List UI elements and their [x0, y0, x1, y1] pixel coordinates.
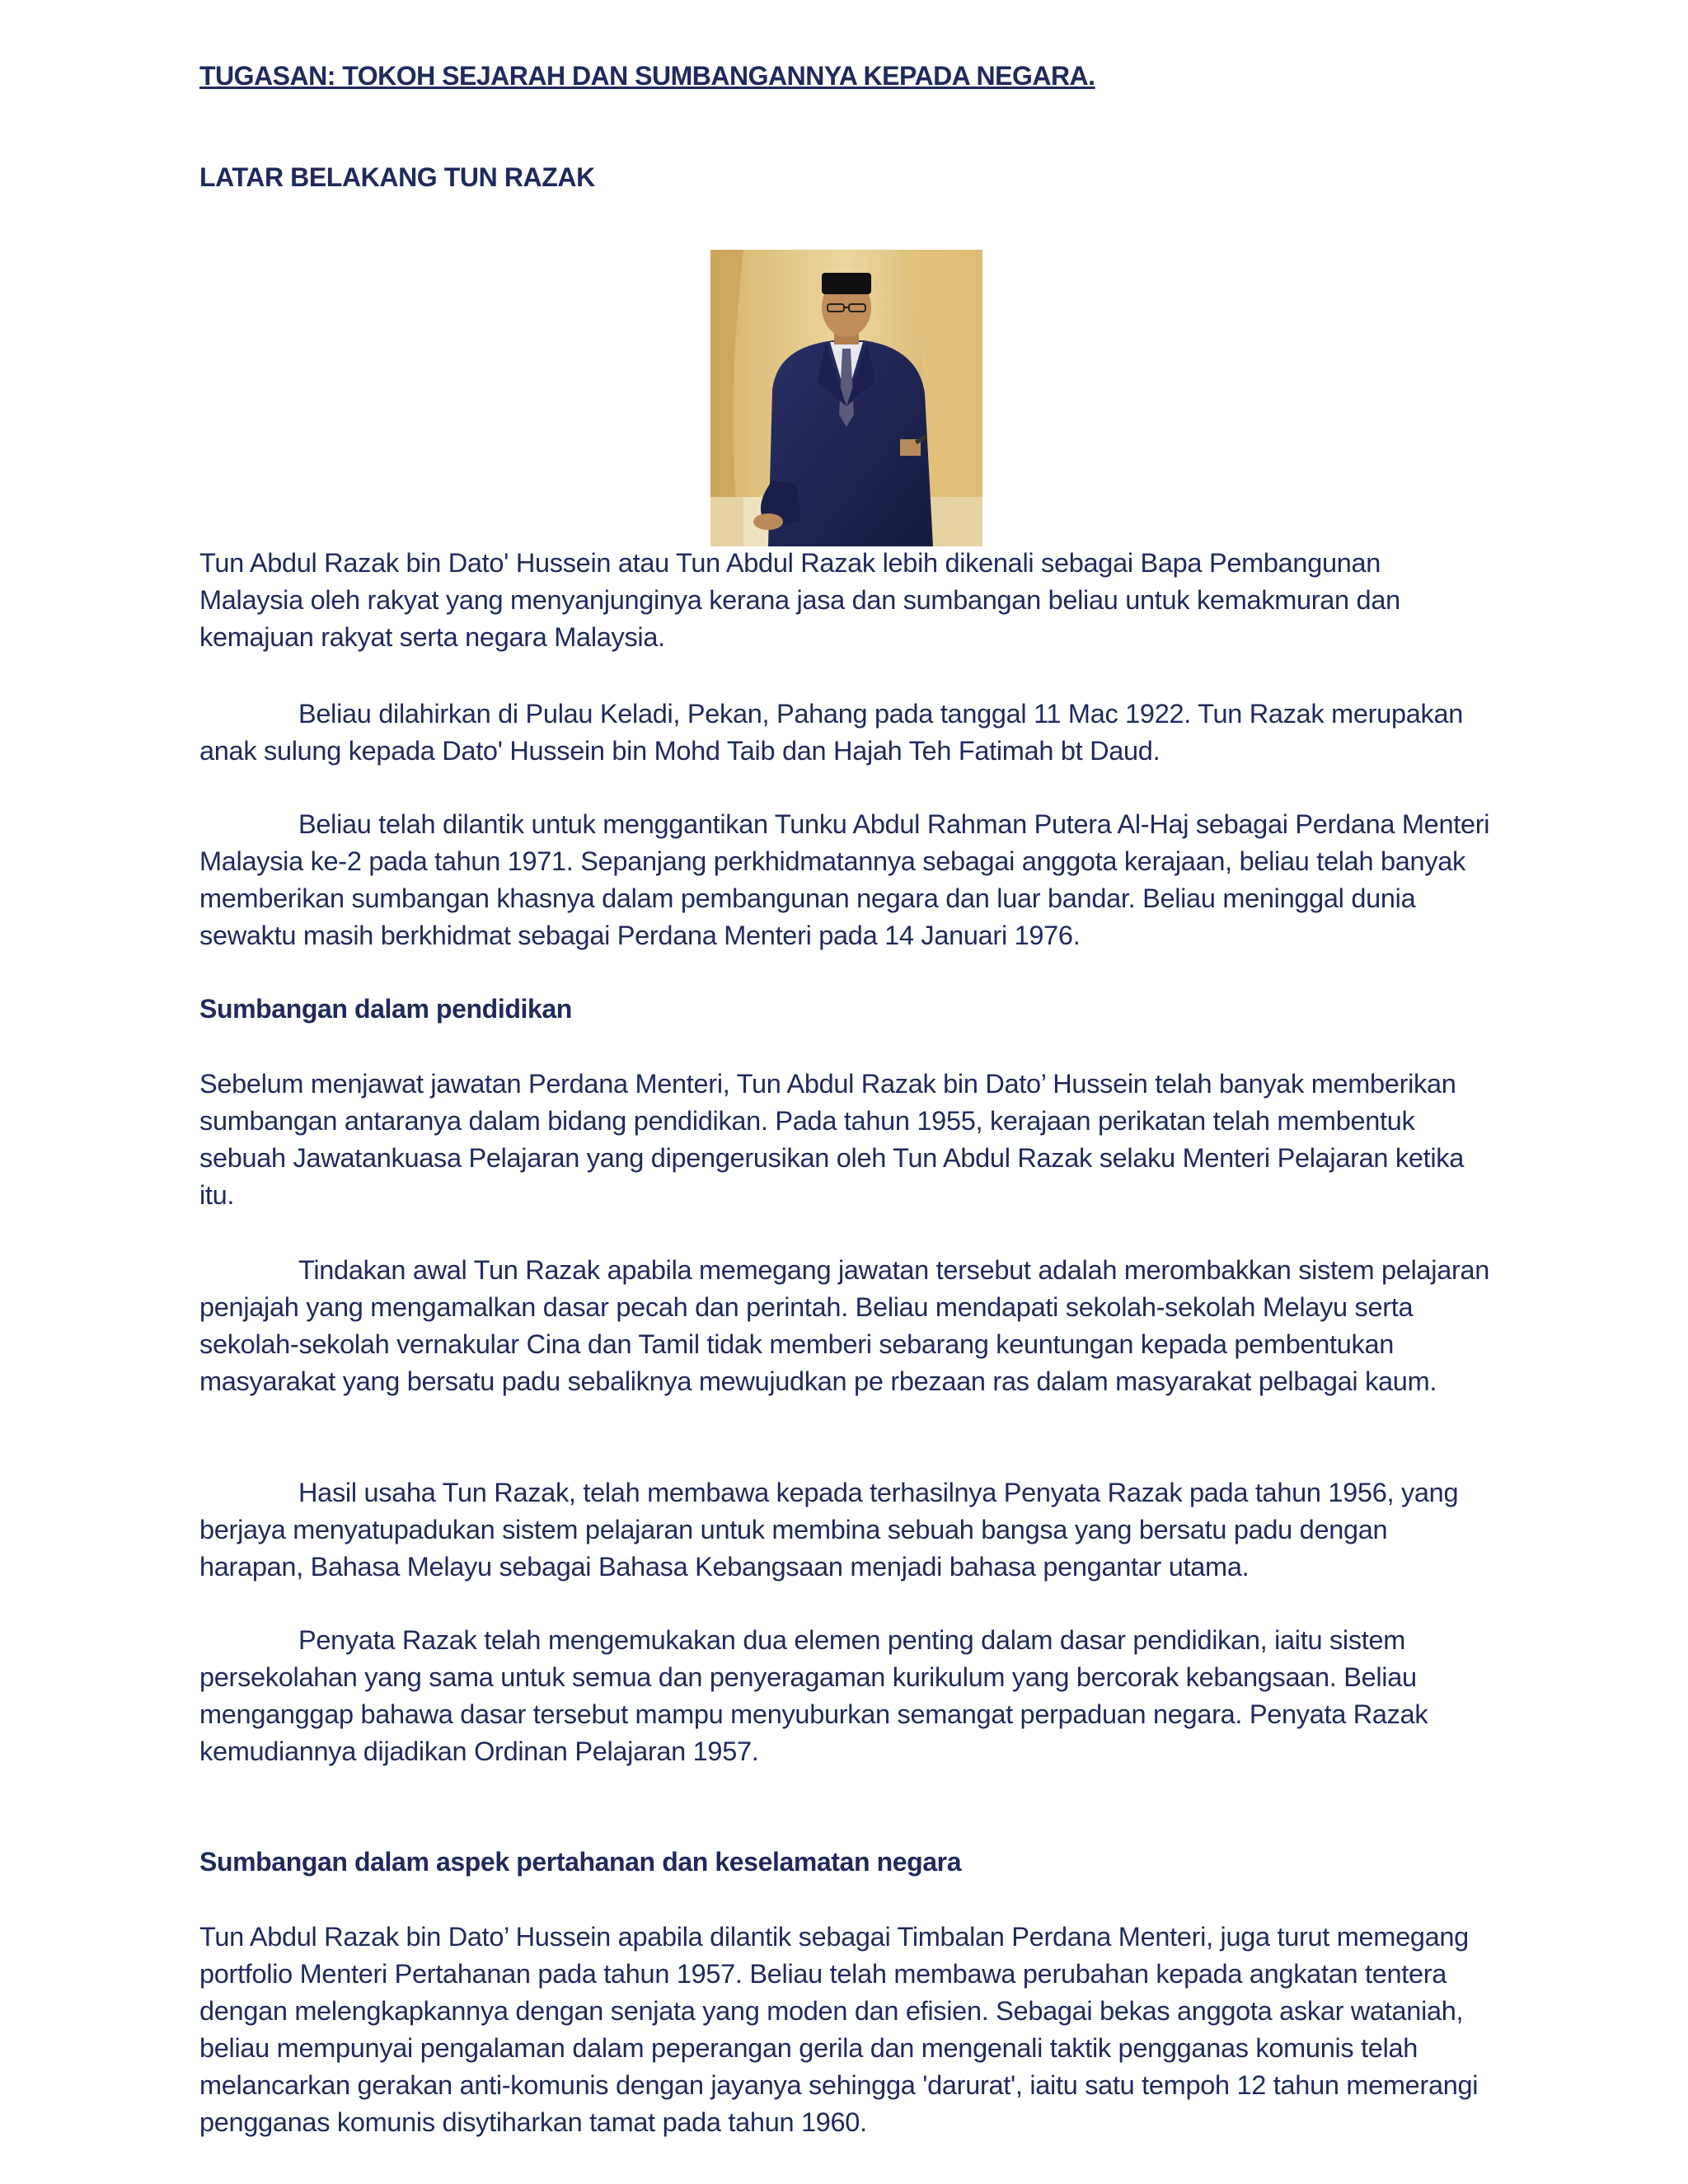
paragraph-education-2: Tindakan awal Tun Razak apabila memegang jawatan tersebut adalah merombakkan sistem pelajaran penjajah yang mengamalkan dasar pecah dan perintah. Beliau mendapati sekolah-sekolah Melayu serta sekolah-sekolah vernakular Cina dan Tamil tidak memberi sebarang keuntungan kepada pembentukan masyarakat yang bersatu padu sebaliknya mewujudkan pe rbezaan ras dalam masyarakat pelbagai kaum.: [199, 1255, 1490, 1396]
heading-pertahanan: Sumbangan dalam aspek pertahanan dan keselamatan negara: [199, 1847, 962, 1877]
portrait-photo: [710, 250, 982, 546]
paragraph-education-1: Sebelum menjawat jawatan Perdana Menteri, Tun Abdul Razak bin Dato’ Hussein telah banyak memberikan sumbangan antaranya dalam bidang pendidikan. Pada tahun 1955, kerajaan perikatan telah membentuk sebuah Jawatankuasa Pelajaran yang dipengerusikan oleh Tun Abdul Razak selaku Menteri Pelajaran ketika itu.: [199, 1069, 1465, 1210]
document-title: TUGASAN: TOKOH SEJARAH DAN SUMBANGANNYA KEPADA NEGARA.: [199, 61, 1095, 91]
paragraph-intro: Tun Abdul Razak bin Dato' Hussein atau Tun Abdul Razak lebih dikenali sebagai Bapa Pembangunan Malaysia oleh rakyat yang menyanjunginya kerana jasa dan sumbangan beliau untuk kemakmuran dan kemajuan rakyat serta negara Malaysia.: [199, 548, 1400, 652]
portrait-photo-icon: [710, 250, 982, 546]
heading-latar-belakang: LATAR BELAKANG TUN RAZAK: [199, 162, 595, 192]
paragraph-education-4: Penyata Razak telah mengemukakan dua elemen penting dalam dasar pendidikan, iaitu sistem persekolahan yang sama untuk semua dan penyeragaman kurikulum yang bercorak kebangsaan. Beliau menganggap bahawa dasar tersebut mampu menyuburkan semangat perpaduan negara. Penyata Razak kemudiannya dijadikan Ordinan Pelajaran 1957.: [199, 1625, 1428, 1766]
heading-pendidikan: Sumbangan dalam pendidikan: [199, 994, 572, 1024]
paragraph-defence: Tun Abdul Razak bin Dato’ Hussein apabila dilantik sebagai Timbalan Perdana Menteri, juga turut memegang portfolio Menteri Pertahanan pada tahun 1957. Beliau telah membawa perubahan kepada angkatan tentera dengan melengkapkannya dengan senjata yang moden dan efisien. Sebagai bekas anggota askar wataniah, beliau mempunyai pengalaman dalam peperangan gerila dan mengenali taktik pengganas komunis telah melancarkan gerakan anti-komunis dengan jayanya sehingga 'darurat', iaitu satu tempoh 12 tahun memerangi pengganas komunis disytiharkan tamat pada tahun 1960.: [199, 1922, 1479, 2137]
paragraph-career: Beliau telah dilantik untuk menggantikan Tunku Abdul Rahman Putera Al-Haj sebagai Perdana Menteri Malaysia ke-2 pada tahun 1971. Sepanjang perkhidmatannya sebagai anggota kerajaan, beliau telah banyak memberikan sumbangan khasnya dalam pembangunan negara dan luar bandar. Beliau meninggal dunia sewaktu masih berkhidmat sebagai Perdana Menteri pada 14 Januari 1976.: [199, 809, 1490, 950]
document-page: [199, 0, 1490, 2184]
paragraph-birth: Beliau dilahirkan di Pulau Keladi, Pekan, Pahang pada tanggal 11 Mac 1922. Tun Razak merupakan anak sulung kepada Dato' Hussein bin Mohd Taib dan Hajah Teh Fatimah bt Daud.: [199, 699, 1464, 766]
paragraph-education-3: Hasil usaha Tun Razak, telah membawa kepada terhasilnya Penyata Razak pada tahun 1956, yang berjaya menyatupadukan sistem pelajaran untuk membina sebuah bangsa yang bersatu padu dengan harapan, Bahasa Melayu sebagai Bahasa Kebangsaan menjadi bahasa pengantar utama.: [199, 1478, 1459, 1582]
